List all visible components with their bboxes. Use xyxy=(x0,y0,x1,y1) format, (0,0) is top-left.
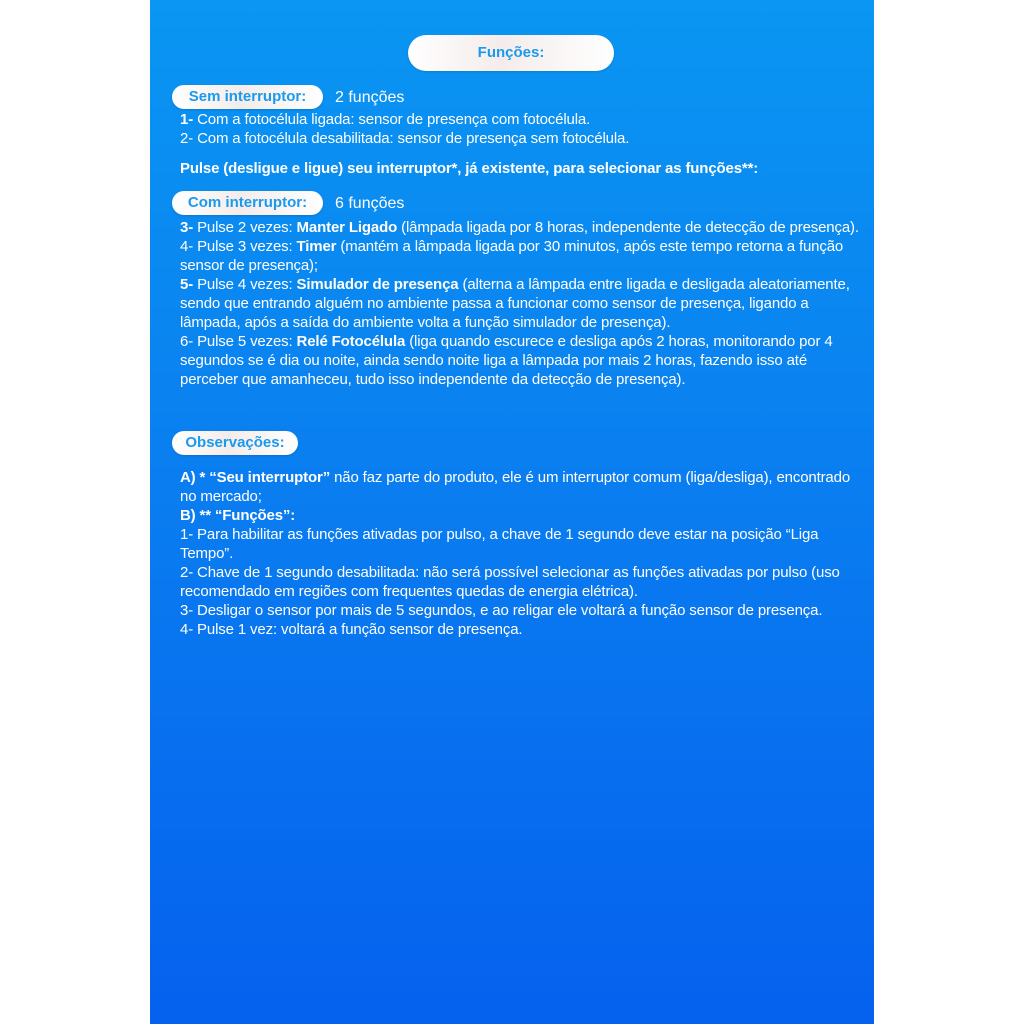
list-item: 5- Pulse 4 vezes: Simulador de presença (alterna a lâmpada entre ligada e desligada aleatoriamente, sendo que entrando alguém no ambiente passa a funcionar como sensor de presença, ligando a lâmpada, após a saída do ambiente volta a função simulador de presença). xyxy=(180,276,850,331)
manual-panel xyxy=(150,0,874,1024)
list-item: 4- Pulse 3 vezes: Timer (mantém a lâmpada ligada por 30 minutos, após este tempo retorna a função sensor de presença); xyxy=(180,238,844,274)
page-title: Funções: xyxy=(408,35,614,71)
list-item: 4- Pulse 1 vez: voltará a função sensor de presença. xyxy=(180,621,523,638)
pulse-note: Pulse (desligue e ligue) seu interruptor*, já existente, para selecionar as funções**: xyxy=(180,160,759,177)
sem-interruptor-badge: Sem interruptor: xyxy=(172,85,323,109)
list-item: 2- Com a fotocélula desabilitada: sensor de presença sem fotocélula. xyxy=(180,130,630,147)
list-item: 3- Pulse 2 vezes: Manter Ligado (lâmpada ligada por 8 horas, independente de detecção de presença). xyxy=(180,219,859,236)
observacoes-list xyxy=(180,468,860,639)
obs-b-heading: B) ** “Funções”: xyxy=(180,507,296,524)
list-item: 1- Para habilitar as funções ativadas por pulso, a chave de 1 segundo deve estar na posição “Liga Tempo”. xyxy=(180,526,819,562)
observacoes-badge: Observações: xyxy=(172,431,298,455)
list-item: 1- Com a fotocélula ligada: sensor de presença com fotocélula. xyxy=(180,111,591,128)
sem-interruptor-count: 2 funções xyxy=(335,89,405,106)
com-interruptor-badge: Com interruptor: xyxy=(172,191,323,215)
list-item: 6- Pulse 5 vezes: Relé Fotocélula (liga quando escurece e desliga após 2 horas, monitorando por 4 segundos se é dia ou noite, ainda sendo noite liga a lâmpada por mais 2 horas, fazendo isso até perceber que amanheceu, tudo isso independente da detecção de presença). xyxy=(180,333,833,388)
list-item: 3- Desligar o sensor por mais de 5 segundos, e ao religar ele voltará a função sensor de presença. xyxy=(180,602,823,619)
sem-interruptor-list xyxy=(180,110,860,148)
com-interruptor-list xyxy=(180,218,860,389)
obs-a: A) * “Seu interruptor” não faz parte do produto, ele é um interruptor comum (liga/desliga), encontrado no mercado; xyxy=(180,469,851,505)
com-interruptor-count: 6 funções xyxy=(335,195,405,212)
list-item: 2- Chave de 1 segundo desabilitada: não será possível selecionar as funções ativadas por pulso (uso recomendado em regiões com frequentes quedas de energia elétrica). xyxy=(180,564,840,600)
